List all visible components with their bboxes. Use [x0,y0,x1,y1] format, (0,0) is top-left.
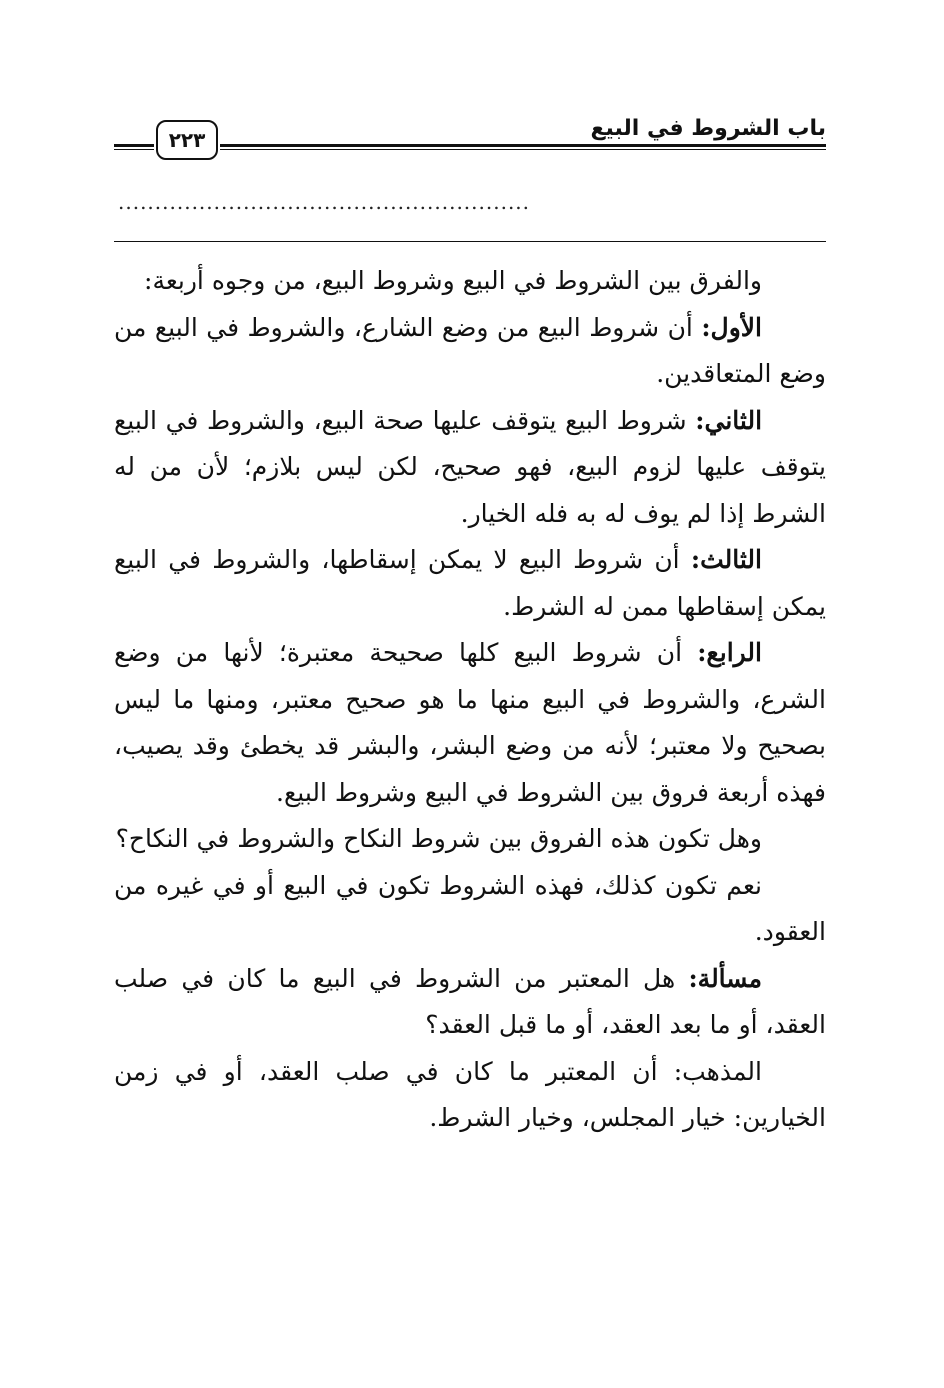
paragraph-text: أن شروط البيع من وضع الشارع، والشروط في البيع من وضع المتعاقدين. [114,312,826,388]
running-title: باب الشروط في البيع [590,116,826,141]
paragraph-text: المذهب: أن المعتبر ما كان في صلب العقد، أو في زمن الخيارين: خيار المجلس، وخيار الشرط. [114,1056,826,1132]
paragraph-text: نعم تكون كذلك، فهذه الشروط تكون في البيع أو في غيره من العقود. [114,870,826,946]
header-rule-right [220,144,826,150]
paragraph [114,816,826,863]
header-rule-left [114,144,154,150]
paragraph-label: الثاني: [695,405,763,435]
paragraph-text: أن شروط البيع لا يمكن إسقاطها، والشروط في البيع يمكن إسقاطها ممن له الشرط. [114,545,826,621]
paragraph-label: مسألة: [688,963,762,993]
paragraph-text: شروط البيع يتوقف عليها صحة البيع، والشروط في البيع يتوقف عليها لزوم البيع، فهو صحيح، لكن ليس بلازم؛ لأن من له الشرط إذا لم يوف له به فله الخيار. [114,405,826,528]
paragraph-text: هل المعتبر من الشروط في البيع ما كان في صلب العقد، أو ما بعد العقد، أو ما قبل العقد؟ [114,963,826,1039]
paragraph-label: الرابع: [697,638,762,667]
paragraph [114,258,826,305]
paragraph-text: والفرق بين الشروط في البيع وشروط البيع، من وجوه أربعة: [144,266,762,295]
paragraph-text: أن شروط البيع كلها صحيحة معتبرة؛ لأنها من وضع الشرع، والشروط في البيع منها ما هو صحيح معتبر، ومنها ما ليس بصحيح ولا معتبر؛ لأنه من وضع البشر، والبشر قد يخطئ وقد يصيب، فهذه أربعة فروق بين الشروط في البيع وشروط البيع. [114,638,826,807]
paragraph [114,398,826,538]
paragraph-label: الثالث: [690,545,762,574]
paragraph [114,305,826,398]
paragraph [114,1049,826,1142]
paragraph [114,863,826,956]
page-header [114,112,826,162]
paragraph [114,537,826,630]
body-text [114,258,826,1142]
dotted-line: ........................................................ [118,190,531,214]
paragraph [114,630,826,816]
page-number: ٢٢٣ [156,120,218,160]
separator-line [114,241,826,242]
paragraph-label: الأول: [701,312,762,342]
paragraph [114,956,826,1049]
paragraph-text: وهل تكون هذه الفروق بين شروط النكاح والشروط في النكاح؟ [115,824,762,853]
